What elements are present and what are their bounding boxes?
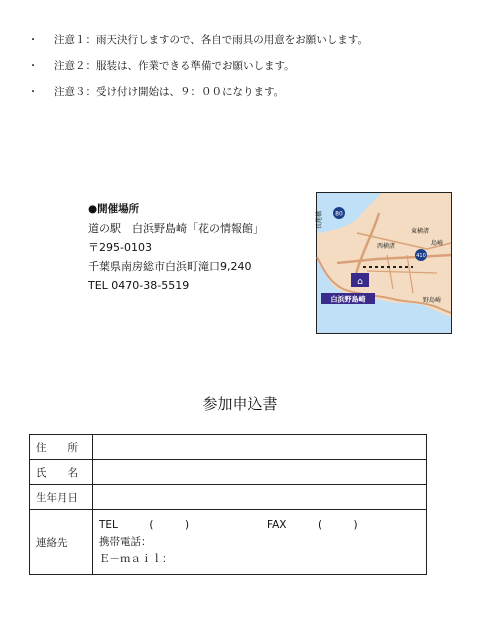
map-label-choso: 長尾橋 [316,210,323,229]
venue-name: 道の駅 白浜野島崎「花の情報館」 [88,222,264,235]
route-410-label: 410 [416,253,426,259]
venue-address: 千葉県南房総市白浜町滝口9,240 [88,260,252,273]
map-label-shimazaki: 島崎 [431,240,444,247]
form-label: 連絡先 [30,510,93,575]
note-bullet: ・ [28,61,38,72]
mobile-field[interactable]: 携帯電話： [99,535,152,548]
michi-no-eki-glyph: ⌂ [357,277,363,287]
notes-list [28,34,468,112]
email-field[interactable]: Ｅ－ｍａｉｌ： [99,552,173,565]
map-label-nojimazaki: 野島崎 [423,297,442,304]
contact-line-email [93,551,426,568]
application-form [29,434,427,575]
form-label: 生年月日 [30,485,93,510]
form-label: 住 所 [30,435,93,460]
contact-field[interactable] [93,510,427,575]
venue-postal: 〒295-0103 [88,241,152,254]
form-label: 氏 名 [30,460,93,485]
venue-tel: TEL 0470-38-5519 [88,279,190,292]
note-text: 注意３：受け付け開始は、９：００になります。 [54,86,285,98]
note-bullet: ・ [28,35,38,46]
map-highlight-label: 白浜野島崎 [330,295,366,304]
contact-line-phone [93,517,426,534]
form-row-name [30,460,427,485]
fax-field[interactable]: FAX ( ) [267,518,358,531]
map-label-nishiyokowatari: 西横渚 [377,243,396,250]
birthdate-field[interactable] [93,485,427,510]
note-item [28,34,468,47]
form-title: 参加申込書 [202,395,278,413]
map-label-higashiyokowatari: 東横渚 [411,228,430,235]
form-row-contact [30,510,427,575]
note-item [28,60,468,73]
name-field[interactable] [93,460,427,485]
venue-info [88,200,264,295]
route-80-label: 80 [335,210,343,218]
form-row-address [30,435,427,460]
venue-map [316,192,452,334]
tel-field[interactable]: TEL ( ) [99,518,190,531]
note-item [28,86,468,99]
contact-line-mobile [93,534,426,551]
form-row-birthdate [30,485,427,510]
map-graphic [317,193,451,333]
note-text: 注意１：雨天決行しますので、各自で雨具の用意をお願いします。 [54,34,368,46]
note-text: 注意２：服装は、作業できる準備でお願いします。 [54,60,295,72]
address-field[interactable] [93,435,427,460]
note-bullet: ・ [28,87,38,98]
venue-heading: ●開催場所 [88,203,140,215]
